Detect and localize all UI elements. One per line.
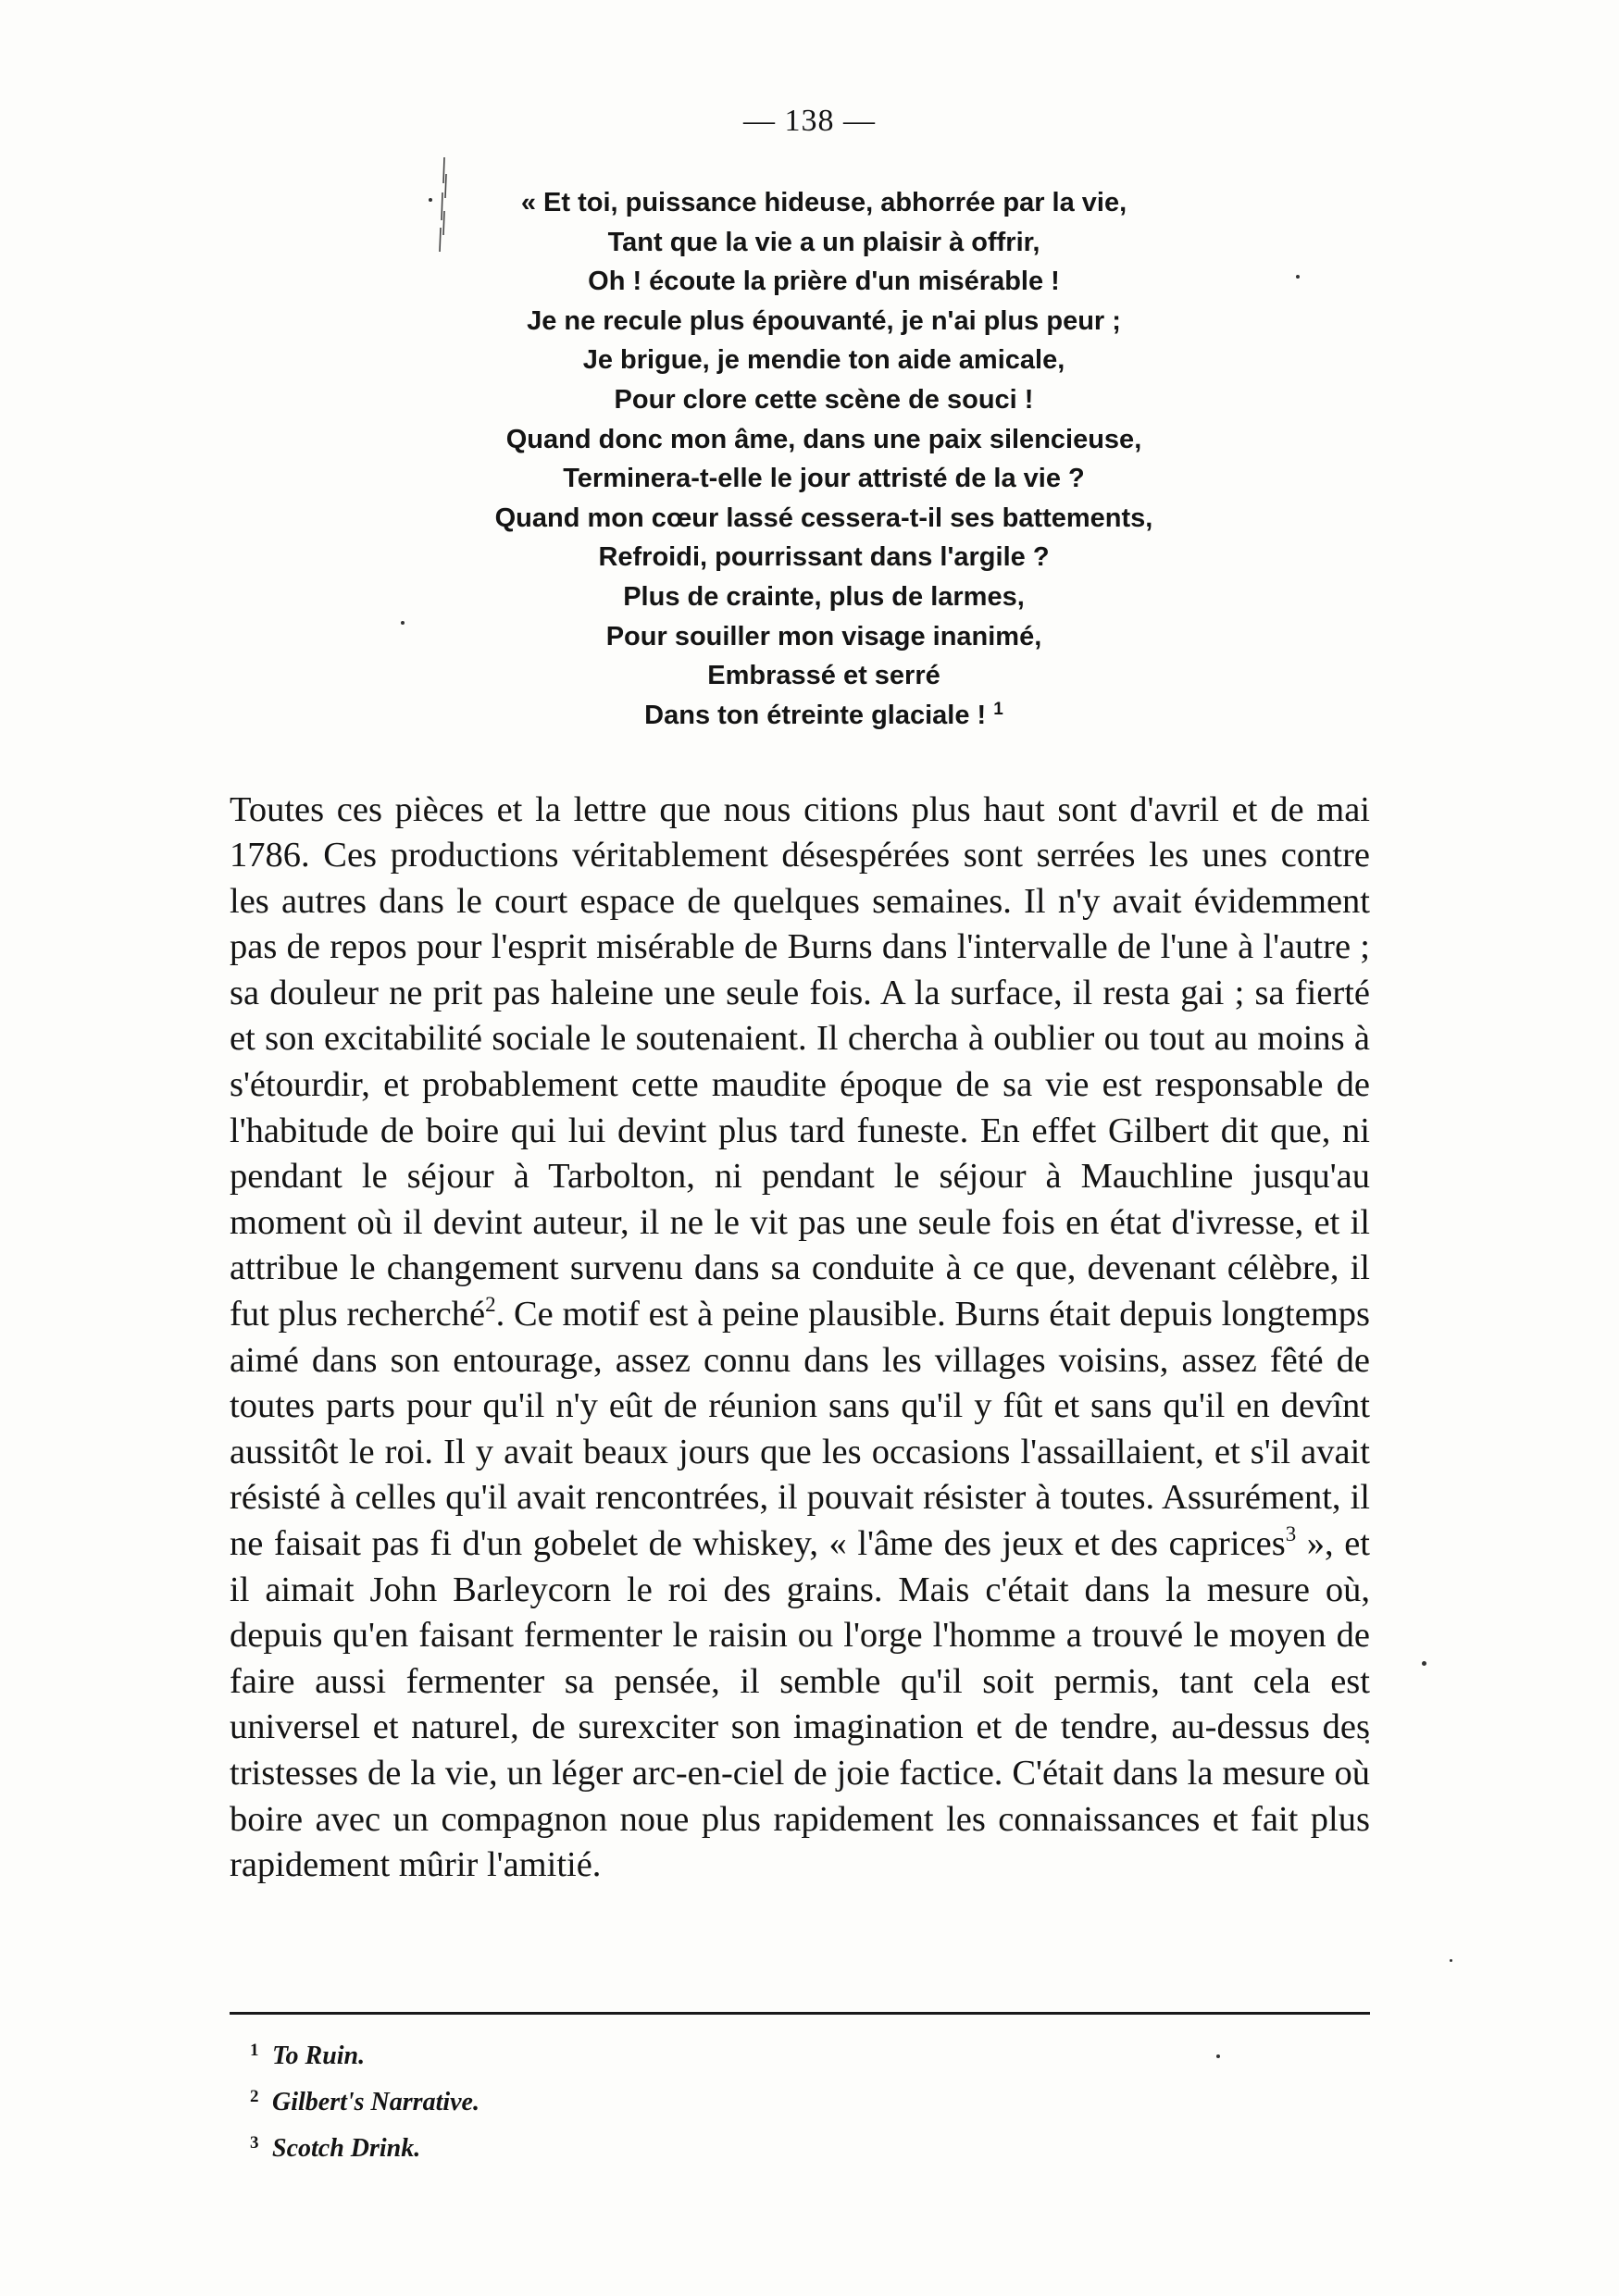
poem-line-text: Dans ton étreinte glaciale ! (644, 700, 987, 730)
poem-line: Tant que la vie a un plaisir à offrir, (607, 227, 1040, 257)
poem-line: Refroidi, pourrissant dans l'argile ? (598, 542, 1050, 573)
body-text-part-1: Toutes ces pièces et la lettre que nous citions plus haut sont d'avril et de mai 1786. Ces productions véritablement désespérées sont serrées les unes contre les autres dans le court espace de quelques semaines. Il n'y avait évidemment pas de repos pour l'esprit misérable de Burns dans l'intervalle de l'une à l'autre ; sa douleur ne prit pas haleine une seule fois. A la surface, il resta gai ; sa fierté et son excitabilité sociale le soutenaient. Il chercha à oublier ou tout au moins à s'étourdir, et probablement cette maudite époque de sa vie est responsable de l'habitude de boire qui lui devint plus tard funeste. En effet Gilbert dit que, ni pendant le séjour à Tarbolton, ni pendant le séjour à Mauchline jusqu'au moment où il devint auteur, il ne le vit pas une seule fois en état d'ivresse, et il attribue le changement survenu dans sa conduite à ce que, devenant célèbre, il fut plus recherché (230, 789, 1370, 1334)
ink-speck (1296, 275, 1300, 279)
poem-line: Embrassé et serré (707, 661, 940, 691)
ink-speck (1450, 1959, 1452, 1962)
footnote-mark: 2 (250, 2087, 259, 2106)
poem-line-last (389, 696, 1259, 736)
poem-line: Pour clore cette scène de souci ! (614, 384, 1034, 415)
poem-line: Oh ! écoute la prière d'un misérable ! (588, 267, 1060, 297)
footnote-ref-3: 3 (1285, 1522, 1297, 1545)
footnote-ref-2: 2 (485, 1293, 496, 1317)
poem-line: Quand mon cœur lassé cessera-t-il ses battements, (494, 503, 1153, 533)
page-number: — 138 — (743, 104, 876, 138)
poem-line: Quand donc mon âme, dans une paix silencieuse, (505, 424, 1142, 454)
ink-speck (1216, 2054, 1220, 2058)
footnote-mark: 3 (250, 2133, 259, 2153)
poem-line: Je ne recule plus épouvanté, je n'ai plus peur ; (527, 305, 1121, 336)
footnote-text: Gilbert's Narrative. (272, 2088, 479, 2116)
body-paragraph (230, 788, 1370, 1889)
footnote-mark: 1 (250, 2041, 259, 2060)
poem-quotation (389, 183, 1259, 735)
poem-line: « Et toi, puissance hideuse, abhorrée par la vie, (520, 188, 1127, 217)
poem-line: Pour souiller mon visage inanimé, (605, 621, 1042, 652)
footnote-3 (250, 2123, 1083, 2169)
footnote-text: To Ruin. (272, 2042, 366, 2070)
footnote-1 (250, 2030, 1083, 2077)
footnotes (250, 2030, 1083, 2169)
poem-line: Je brigue, je mendie ton aide amicale, (582, 345, 1065, 376)
footnote-ref-1: 1 (993, 699, 1003, 719)
body-text-part-2: . Ce motif est à peine plausible. Burns était depuis longtemps aimé dans son entourage, assez connu dans les villages voisins, assez fêté de toutes parts pour qu'il n'y eût de réunion sans qu'il y fût et sans qu'il en devînt aussitôt le roi. Il y avait beaux jours que les occasions l'assaillaient, et s'il avait résisté à celles qu'il avait rencontrées, il pouvait résister à toutes. Assurément, il ne faisait pas fi d'un gobelet de whiskey, « l'âme des jeux et des caprices (230, 1295, 1370, 1563)
poem-line: Plus de crainte, plus de larmes, (623, 581, 1025, 612)
ink-speck (1422, 1661, 1426, 1666)
footnote-separator (230, 2012, 1370, 2015)
footnote-text: Scotch Drink. (272, 2134, 421, 2163)
poem-line: Terminera-t-elle le jour attristé de la vie ? (563, 464, 1085, 494)
body-text-part-3: », et il aimait John Barleycorn le roi des grains. Mais c'était dans la mesure où, depuis qu'en faisant fermenter le raisin ou l'orge l'homme a trouvé le moyen de faire aussi fermenter sa pensée, il semble qu'il soit permis, tant cela est universel et naturel, de surexciter son imagination et de tendre, au-dessus des tristesses de la vie, un léger arc-en-ciel de joie factice. C'était dans la mesure où boire avec un compagnon noue plus rapidement les connaissances et fait plus rapidement mûrir l'amitié. (230, 1524, 1370, 1885)
footnote-2 (250, 2077, 1083, 2123)
